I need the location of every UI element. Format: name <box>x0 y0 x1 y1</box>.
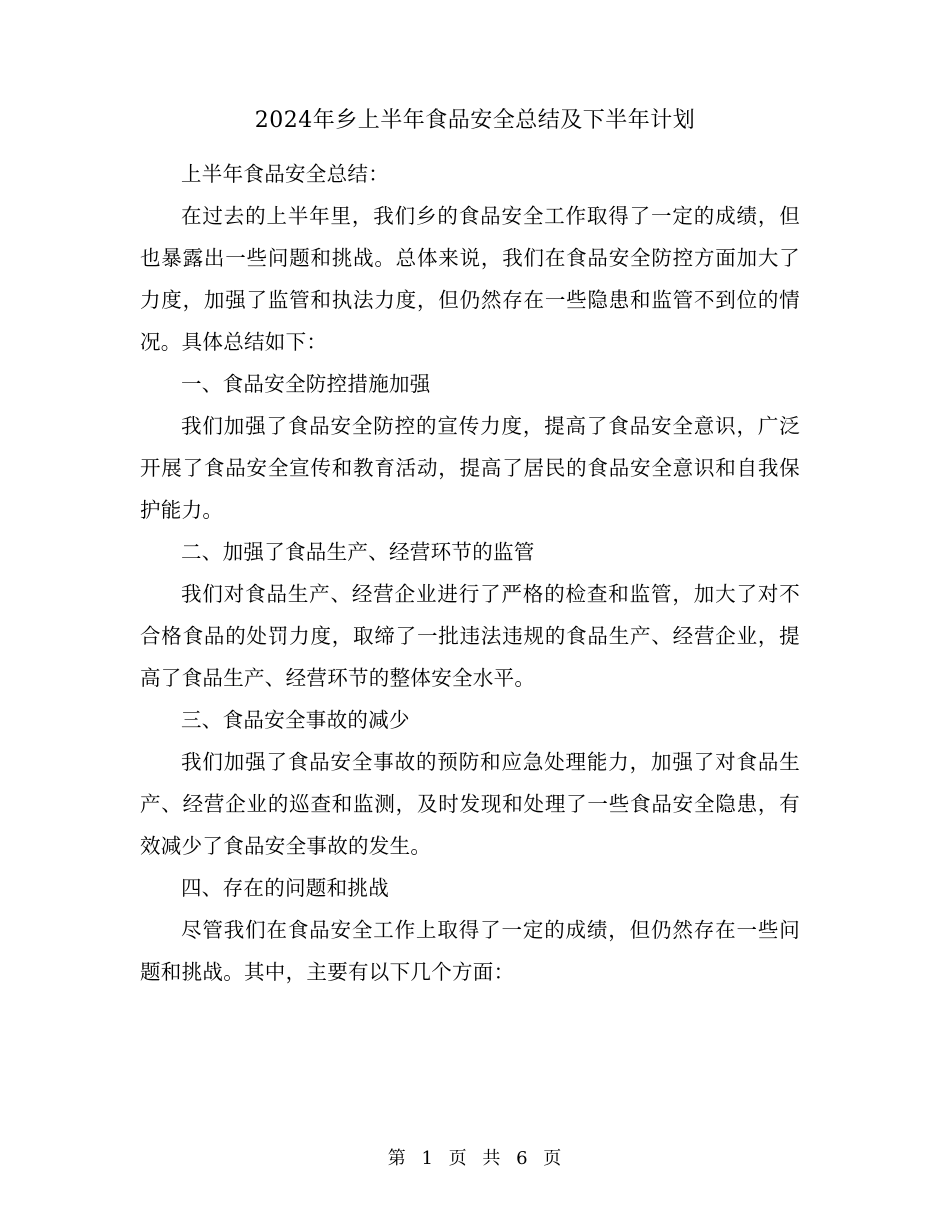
summary-paragraph: 在过去的上半年里，我们乡的食品安全工作取得了一定的成绩，但也暴露出一些问题和挑战。总体来说，我们在食品安全防控方面加大了力度，加强了监管和执法力度，但仍然存在一些隐患和监管不到位的情况。具体总结如下： <box>140 204 800 354</box>
footer-page-word: 页 <box>448 1148 468 1169</box>
section-paragraph-2: 我们对食品生产、经营企业进行了严格的检查和监管，加大了对不合格食品的处罚力度，取缔了一批违法违规的食品生产、经营企业，提高了食品生产、经营环节的整体安全水平。 <box>140 582 800 690</box>
section-heading-1: 一、食品安全防控措施加强 <box>181 372 431 396</box>
section-paragraph-4: 尽管我们在食品安全工作上取得了一定的成绩，但仍然存在一些问题和挑战。其中，主要有以下几个方面： <box>140 918 800 984</box>
section-heading-4: 四、存在的问题和挑战 <box>181 876 389 900</box>
section-paragraph-1: 我们加强了食品安全防控的宣传力度，提高了食品安全意识，广泛开展了食品安全宣传和教育活动，提高了居民的食品安全意识和自我保护能力。 <box>140 414 800 522</box>
document-body <box>140 153 800 993</box>
footer-suffix: 页 <box>543 1148 563 1169</box>
section-heading-2: 二、加强了食品生产、经营环节的监管 <box>181 540 535 564</box>
section-intro-heading: 上半年食品安全总结： <box>181 162 389 186</box>
page-footer <box>0 1146 950 1172</box>
footer-total-word: 共 <box>482 1148 502 1169</box>
section-heading-3: 三、食品安全事故的减少 <box>181 708 410 732</box>
current-page-number: 1 <box>421 1148 434 1169</box>
footer-prefix: 第 <box>387 1148 407 1169</box>
document-title: 2024年乡上半年食品安全总结及下半年计划 <box>254 108 696 133</box>
section-paragraph-3: 我们加强了食品安全事故的预防和应急处理能力，加强了对食品生产、经营企业的巡查和监测，及时发现和处理了一些食品安全隐患，有效减少了食品安全事故的发生。 <box>140 750 800 858</box>
total-pages-number: 6 <box>516 1148 529 1169</box>
